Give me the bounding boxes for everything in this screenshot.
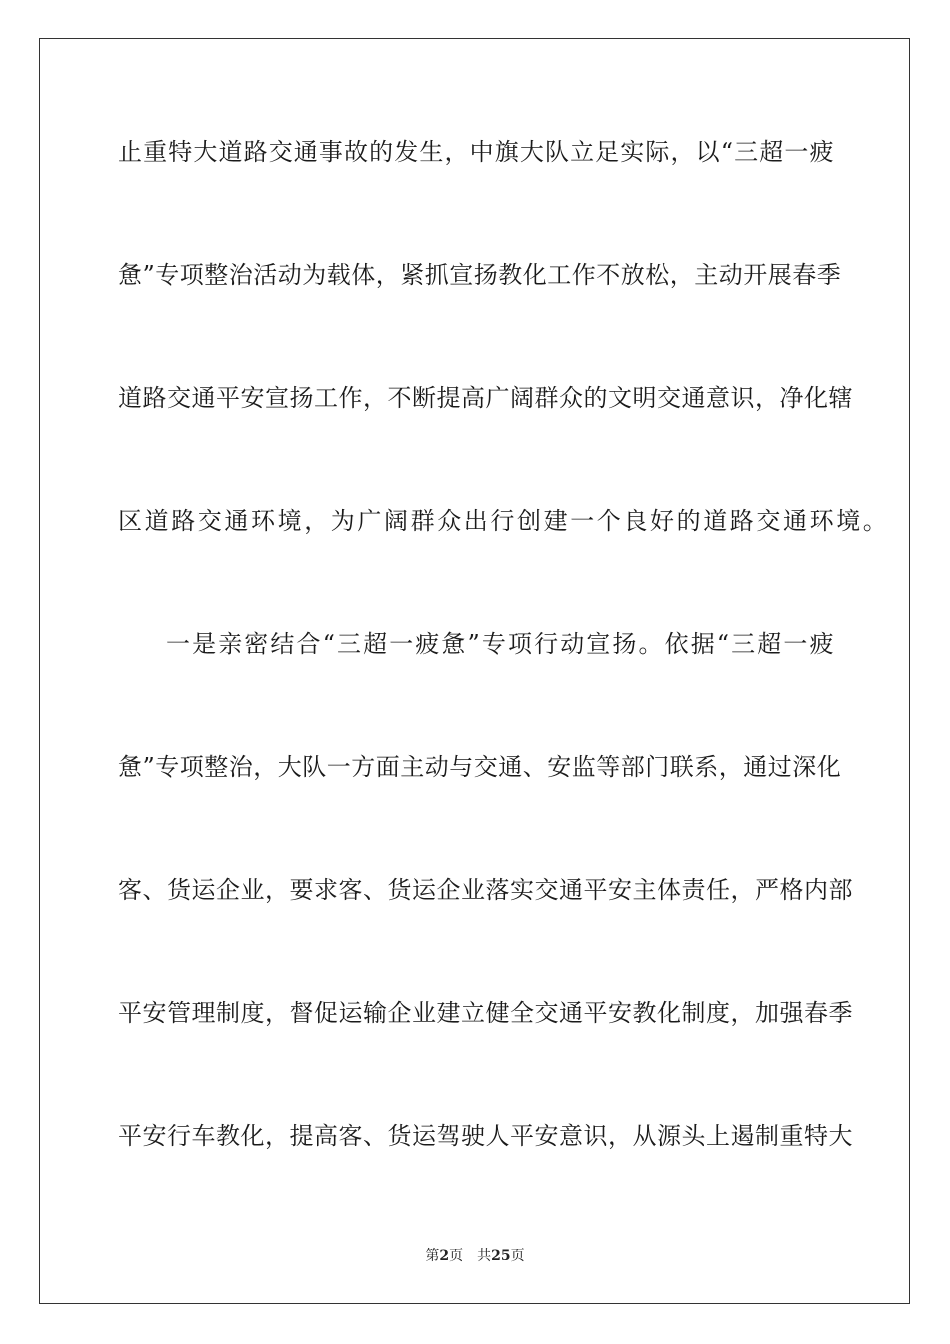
page-border (39, 38, 910, 1304)
page-footer (0, 1246, 950, 1266)
text-line-3: 道路交通平安宣扬工作，不断提高广阔群众的文明交通意识，净化辖 (118, 384, 853, 412)
text-line-4: 区道路交通环境，为广阔群众出行创建一个良好的道路交通环境。 (118, 507, 890, 535)
text-line-5: 一是亲密结合“三超一疲惫”专项行动宣扬。依据“三超一疲 (166, 630, 834, 658)
text-line-8: 平安管理制度，督促运输企业建立健全交通平安教化制度，加强春季 (118, 999, 853, 1027)
page-prefix: 第 (425, 1248, 440, 1264)
text-line-6: 惫”专项整治，大队一方面主动与交通、安监等部门联系，通过深化 (118, 753, 842, 781)
total-pages: 25 (491, 1248, 511, 1264)
total-suffix: 页 (510, 1248, 525, 1264)
text-line-9: 平安行车教化，提高客、货运驾驶人平安意识，从源头上遏制重特大 (118, 1122, 853, 1150)
page-suffix: 页 (449, 1248, 464, 1264)
text-line-2: 惫”专项整治活动为载体，紧抓宣扬教化工作不放松，主动开展春季 (118, 261, 842, 289)
text-line-1: 止重特大道路交通事故的发生，中旗大队立足实际，以“三超一疲 (118, 138, 834, 166)
page-number: 2 (439, 1248, 450, 1264)
total-prefix: 共 (477, 1248, 492, 1264)
text-line-7: 客、货运企业，要求客、货运企业落实交通平安主体责任，严格内部 (118, 876, 853, 904)
